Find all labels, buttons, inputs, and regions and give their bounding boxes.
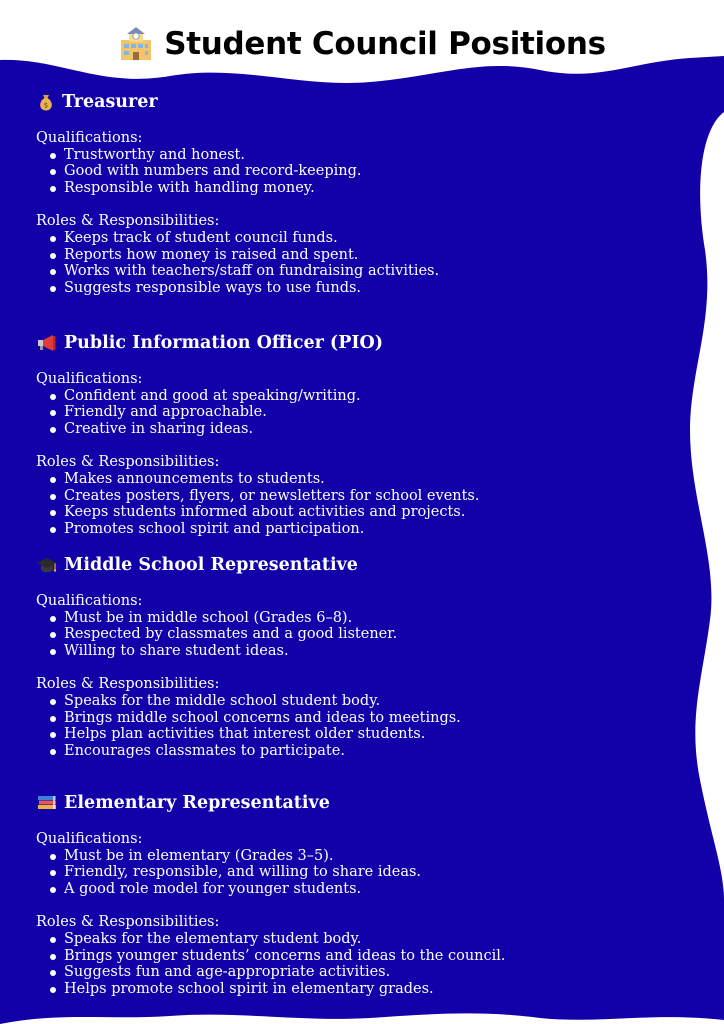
list-item: Speaks for the elementary student body. [64, 931, 676, 948]
money-bag-icon [36, 92, 56, 112]
list-item: Must be in elementary (Grades 3–5). [64, 848, 676, 865]
list-item: Friendly, responsible, and willing to share ideas. [64, 864, 676, 881]
roles-label: Roles & Responsibilities: [36, 454, 220, 471]
list-item: Brings middle school concerns and ideas to meetings. [64, 710, 676, 727]
list-item: Responsible with handling money. [64, 180, 676, 197]
graduation-cap-icon [36, 555, 58, 575]
section-header [36, 91, 676, 113]
list-item: Reports how money is raised and spent. [64, 247, 676, 264]
roles-list [36, 693, 676, 759]
list-item: Makes announcements to students. [64, 471, 676, 488]
list-item: Works with teachers/staff on fundraising activities. [64, 263, 676, 280]
list-item: Creates posters, flyers, or newsletters for school events. [64, 488, 676, 505]
list-item: Speaks for the middle school student body. [64, 693, 676, 710]
section-header [36, 792, 676, 814]
list-item: Willing to share student ideas. [64, 643, 676, 660]
roles-list [36, 931, 676, 997]
roles-label: Roles & Responsibilities: [36, 914, 220, 931]
list-item: Trustworthy and honest. [64, 147, 676, 164]
qualifications-list [36, 610, 676, 660]
qualifications-label: Qualifications: [36, 371, 143, 387]
qualifications-label: Qualifications: [36, 831, 143, 847]
list-item: Helps promote school spirit in elementary grades. [64, 981, 676, 998]
page-title: Student Council Positions [164, 26, 606, 62]
qualifications-label: Qualifications: [36, 130, 143, 146]
list-item: Helps plan activities that interest older students. [64, 726, 676, 743]
section-middle-school-representative [36, 554, 676, 759]
section-header [36, 332, 676, 354]
megaphone-icon [36, 333, 58, 353]
section-elementary-representative [36, 792, 676, 997]
qualifications-label: Qualifications: [36, 593, 143, 609]
qualifications-list [36, 848, 676, 898]
section-title: Public Information Officer (PIO) [64, 333, 384, 353]
roles-list [36, 471, 676, 537]
list-item: Respected by classmates and a good listener. [64, 626, 676, 643]
roles-label: Roles & Responsibilities: [36, 676, 220, 693]
svg-text:$: $ [43, 101, 49, 110]
list-item: Suggests fun and age-appropriate activities. [64, 964, 676, 981]
roles-list [36, 230, 676, 296]
list-item: Suggests responsible ways to use funds. [64, 280, 676, 297]
list-item: Must be in middle school (Grades 6–8). [64, 610, 676, 627]
list-item: Creative in sharing ideas. [64, 421, 676, 438]
section-title: Treasurer [62, 92, 158, 112]
qualifications-list [36, 147, 676, 197]
section-treasurer [36, 91, 676, 296]
list-item: Promotes school spirit and participation. [64, 521, 676, 538]
list-item: Keeps students informed about activities and projects. [64, 504, 676, 521]
qualifications-list [36, 388, 676, 438]
list-item: Good with numbers and record-keeping. [64, 163, 676, 180]
section-header [36, 554, 676, 576]
section-title: Elementary Representative [64, 793, 330, 813]
list-item: A good role model for younger students. [64, 881, 676, 898]
section-title: Middle School Representative [64, 555, 358, 575]
list-item: Confident and good at speaking/writing. [64, 388, 676, 405]
list-item: Brings younger students’ concerns and ideas to the council. [64, 948, 676, 965]
list-item: Encourages classmates to participate. [64, 743, 676, 760]
roles-label: Roles & Responsibilities: [36, 213, 220, 230]
books-icon [36, 793, 58, 813]
list-item: Keeps track of student council funds. [64, 230, 676, 247]
list-item: Friendly and approachable. [64, 404, 676, 421]
section-pio [36, 332, 676, 537]
